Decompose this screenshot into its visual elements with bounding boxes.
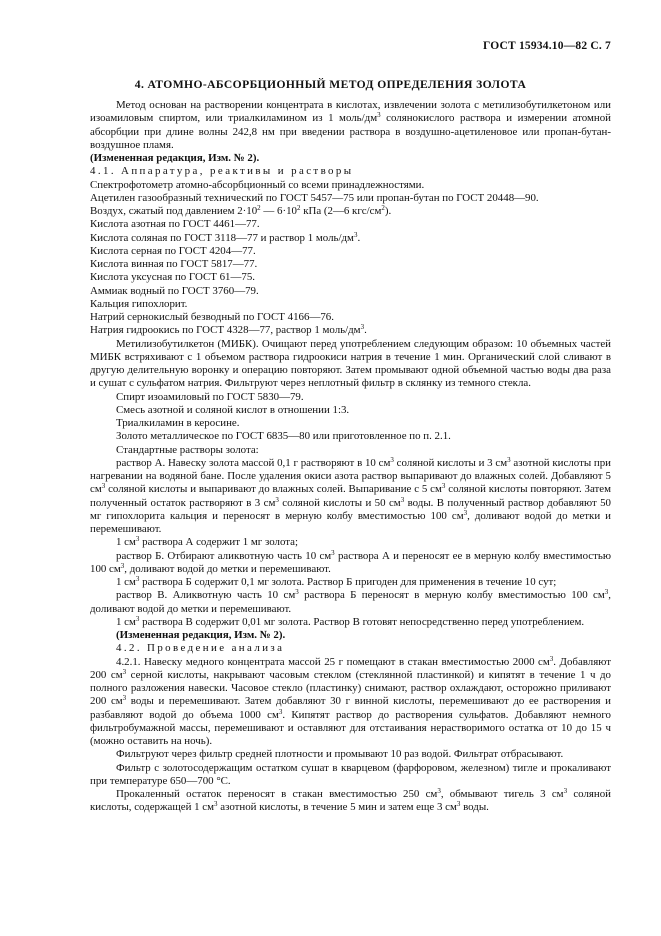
filter-paragraph: Фильтруют через фильтр средней плотности и промывают 10 раз водой. Фильтрат отбрасывают. xyxy=(116,748,564,761)
drying-paragraph: Фильтр с золотосодержащим остатком сушат в кварцевом (фарфоровом, железном) тигле и прокаливают при температуре 650—700 °С. xyxy=(90,761,611,787)
subsection-heading: 4.2. Проведение анализа xyxy=(116,642,285,655)
list-item: Натрий сернокислый безводный по ГОСТ 4166—76. xyxy=(90,311,334,323)
edit-note: (Измененная редакция, Изм. № 2). xyxy=(116,629,286,641)
list-item: Триалкиламин в керосине. xyxy=(116,417,240,429)
mibk-paragraph: Метилизобутилкетон (МИБК). Очищают перед употреблением следующим образом: 10 объемных частей МИБК встряхивают с 1 объемом раствора гидроокиси натрия в течение 1 мин. Органический слой сливают в другую делительную воронку и операцию повторяют. Затем промывают одной объемной частью воды два раза и сушат с сульфатом натрия. Фильтруют через неплотный фильтр в склянку из темного стекла. xyxy=(90,337,611,390)
list-item: Спирт изоамиловый по ГОСТ 5830—79. xyxy=(116,390,304,403)
subsection-heading: 4.1. Аппаратура, реактивы и растворы xyxy=(90,165,354,178)
list-item: Воздух, сжатый под давлением $2\cdot 10^2$ — $6\cdot 10^2$ кПа (2—6 кгс/$см^2$). xyxy=(90,204,392,217)
solution-a-paragraph: раствор А. Навеску золота массой 0,1 г растворяют в 10 $см^3$ соляной кислоты и 3 $см^3$ азотной кислоты при нагревании на водяной бане. После удаления окиси азота раствор выпаривают до влажных солей. Добавляют 5 $см^3$ соляной кислоты и выпаривают до влажных солей. Выпаривание с 5 $см^3$ соляной кислоты повторяют. Затем полученный остаток растворяют в 3 $см^3$ соляной кислоты и 50 $см^3$ воды. В полученный раствор добавляют 50 мг гипохлорита кальция и переносят в мерную колбу вместимостью 100 $см^3$, доливают водой до метки и перемешивают. xyxy=(90,455,612,535)
document-body xyxy=(90,99,611,815)
reagent-list xyxy=(90,179,611,338)
solution-v-concentration: 1 $см^3$ раствора В содержит 0,01 мг золота. Раствор В готовят непосредственно перед употреблением. xyxy=(116,614,585,628)
running-header: ГОСТ 15934.10—82 С. 7 xyxy=(483,40,611,52)
list-item: Кальция гипохлорит. xyxy=(90,297,188,310)
list-item: Кислота серная по ГОСТ 4204—77. xyxy=(90,244,256,257)
list-item: Ацетилен газообразный технический по ГОСТ 5457—75 или пропан-бутан по ГОСТ 20448—90. xyxy=(90,191,539,204)
list-item: Кислота азотная по ГОСТ 4461—77. xyxy=(90,218,260,231)
list-item: Смесь азотной и соляной кислот в отношении 1:3. xyxy=(116,403,350,416)
section-title: 4. АТОМНО-АБСОРБЦИОННЫЙ МЕТОД ОПРЕДЕЛЕНИЯ ЗОЛОТА xyxy=(134,78,527,91)
list-item: Натрия гидроокись по ГОСТ 4328—77, раствор 1 моль/$дм^3$. xyxy=(90,323,367,337)
solution-v-paragraph: раствор В. Аликвотную часть 10 $см^3$ раствора Б переносят в мерную колбу вместимостью 100 $см^3$, доливают водой до метки и перемешивают. xyxy=(90,588,611,615)
edit-note: (Измененная редакция, Изм. № 2). xyxy=(90,152,260,164)
procedure-paragraph: 4.2.1. Навеску медного концентрата массой 25 г помещают в стакан вместимостью 2000 $см^3$. Добавляют 200 $см^3$ серной кислоты, накрывают часовым стеклом (стеклянной пластинкой) и кипятят в течение 1 ч до полного разложения навески. Часовое стекло (пластинку) снимают, раствор охлаждают, осторожно приливают 200 $см^3$ воды и перемешивают. Затем добавляют 30 г винной кислоты, перемешивают до ее растворения и разбавляют водой до объема 1000 $см^3$. Кипятят раствор до растворения сульфатов. Добавляют немного фильтробумажной массы, перемешивают и оставляют для отстаивания нерастворимого остатка от 10 до 15 ч (можно оставить на ночь). xyxy=(90,654,611,747)
list-item: Стандартные растворы золота: xyxy=(116,443,259,456)
list-item: Спектрофотометр атомно-абсорбционный со всеми принадлежностями. xyxy=(90,178,425,191)
list-item: Кислота соляная по ГОСТ 3118—77 и раствор 1 моль/$дм^3$. xyxy=(90,230,361,244)
list-item: Золото металлическое по ГОСТ 6835—80 или приготовленное по п. 2.1. xyxy=(116,430,451,443)
solution-b-paragraph: раствор Б. Отбирают аликвотную часть 10 $см^3$ раствора А и переносят ее в мерную колбу вместимостью 100 $см^3$, доливают водой до метки и перемешивают. xyxy=(90,548,611,575)
solution-a-concentration: 1 $см^3$ раствора А содержит 1 мг золота; xyxy=(116,535,299,549)
intro-paragraph: Метод основан на растворении концентрата в кислотах, извлечении золота с метилизобутилкетоном или изоамиловым спиртом, или триалкиламином из 1 моль/$дм^3$ солянокислого раствора и измерении атомной абсорбции при длине волны 242,8 нм при введении раствора в воздушно-ацетиленовое или пропан-бутан-воздушное пламя. xyxy=(90,99,611,151)
residue-paragraph: Прокаленный остаток переносят в стакан вместимостью 250 $см^3$, обмывают тигель 3 $см^3$ соляной кислоты, содержащей 1 $см^3$ азотной кислоты, в течение 5 мин и затем еще 3 $см^3$ воды. xyxy=(90,787,611,814)
solution-b-concentration: 1 $см^3$ раствора Б содержит 0,1 мг золота. Раствор Б пригоден для применения в течение 10 сут; xyxy=(116,575,557,588)
list-item: Аммиак водный по ГОСТ 3760—79. xyxy=(90,284,259,297)
list-item: Кислота винная по ГОСТ 5817—77. xyxy=(90,258,258,270)
reagent-list-2 xyxy=(90,391,611,457)
list-item: Кислота уксусная по ГОСТ 61—75. xyxy=(90,271,255,284)
